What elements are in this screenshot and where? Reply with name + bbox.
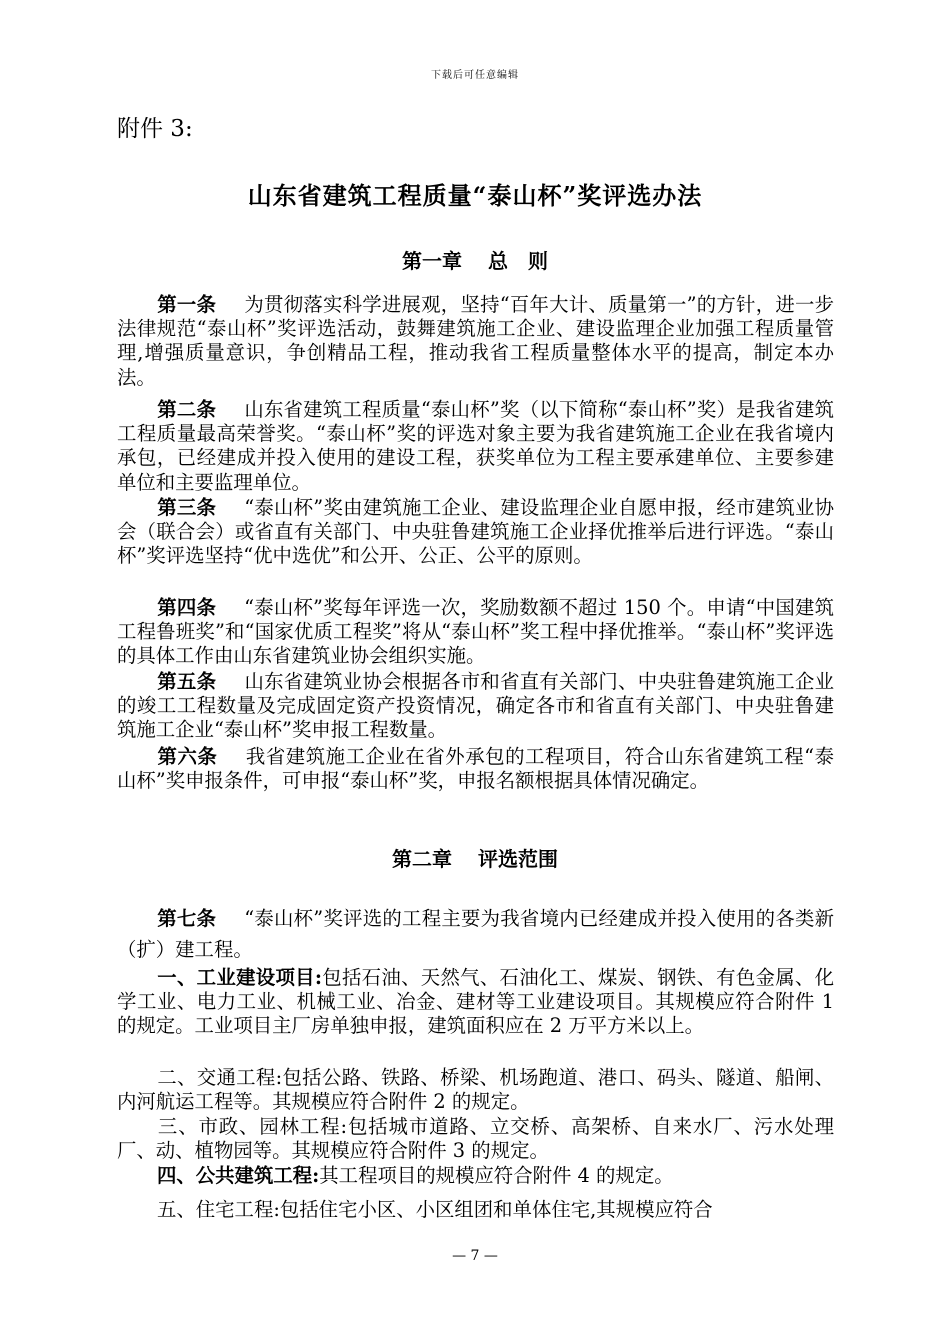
document-title: 山东省建筑工程质量“泰山杯”奖评选办法 [247,181,703,210]
article-5-label: 第五条 [157,670,217,693]
article-2 [117,398,834,495]
chapter-1-name: 总 则 [488,249,548,273]
article-4 [117,596,834,669]
item-residential [117,1198,834,1222]
article-2-text: 山东省建筑工程质量“泰山杯”奖（以下简称“泰山杯”奖）是我省建筑工程质量最高荣誉奖。“泰山杯”奖的评选对象主要为我省建筑施工企业在我省境内承包，已经建成并投入使用的建设工程，获奖单位为工程主要承建单位、主要参建单位和主要监理单位。 [117,398,835,494]
item-municipal-text: 包括城市道路、立交桥、高架桥、自来水厂、污水处理厂、动、植物园等。其规模应符合附件 3 的规定。 [117,1115,834,1163]
article-1-label: 第一条 [157,293,217,316]
article-6 [117,745,834,793]
chapter-1-heading [0,245,950,274]
article-4-text: “泰山杯”奖每年评选一次，奖励数额不超过 150 个。申请“中国建筑工程鲁班奖”和“国家优质工程奖”将从“泰山杯”奖工程中择优推举。“泰山杯”奖评选的具体工作由山东省建筑业协会组织实施。 [117,596,835,668]
item-transport-text: 包括公路、铁路、桥梁、机场跑道、港口、码头、隧道、船闸、内河航运工程等。其规模应符合附件 2 的规定。 [117,1066,834,1114]
article-7 [117,903,834,965]
item-public-building-label: 四、公共建筑工程: [157,1164,320,1187]
article-4-label: 第四条 [157,596,217,619]
chapter-1-number: 第一章 [402,249,462,273]
item-industrial-label: 一、工业建设项目: [157,966,322,989]
chapter-2-heading [0,843,950,872]
item-municipal [117,1115,834,1163]
article-1 [117,293,834,390]
item-industrial [117,966,834,1039]
article-6-label: 第六条 [157,745,218,768]
article-5 [117,670,834,743]
article-3 [117,496,834,569]
item-residential-label: 五、住宅工程: [157,1198,280,1221]
article-3-text: “泰山杯”奖由建筑施工企业、建设监理企业自愿申报，经市建筑业协会（联合会）或省直有关部门、中央驻鲁建筑施工企业择优推举后进行评选。“泰山杯”奖评选坚持“优中选优”和公开、公正、公平的原则。 [117,496,835,568]
attachment-label: 附件 3: [117,116,193,142]
item-industrial-text: 包括石油、天然气、石油化工、煤炭、钢铁、有色金属、化学工业、电力工业、机械工业、冶金、建材等工业建设项目。其规模应符合附件 1 的规定。工业项目主厂房单独申报，建筑面积应在 2 万平方米以上。 [117,966,834,1038]
chapter-2-name: 评选范围 [478,847,558,871]
item-public-building [117,1164,834,1188]
page-header: 下载后可任意编辑 [431,70,519,81]
chapter-2-number: 第二章 [392,847,452,871]
article-7-label: 第七条 [157,907,217,930]
item-transport [117,1066,834,1114]
item-public-building-text: 其工程项目的规模应符合附件 4 的规定。 [319,1164,674,1187]
article-5-text: 山东省建筑业协会根据各市和省直有关部门、中央驻鲁建筑施工企业的竣工工程数量及完成固定资产投资情况，确定各市和省直有关部门、中央驻鲁建筑施工企业“泰山杯”奖申报工程数量。 [117,670,835,742]
page-number: — 7 — [452,1248,498,1264]
article-2-label: 第二条 [157,398,217,421]
article-6-text: 我省建筑施工企业在省外承包的工程项目，符合山东省建筑工程“泰山杯”奖申报条件，可申报“泰山杯”奖，申报名额根据具体情况确定。 [117,745,834,793]
item-transport-label: 二、交通工程: [157,1066,283,1089]
article-3-label: 第三条 [157,496,217,519]
item-municipal-label: 三、市政、园林工程: [157,1115,348,1138]
article-1-text: 为贯彻落实科学进展观，坚持“百年大计、质量第一”的方针，进一步法律规范“泰山杯”奖评选活动，鼓舞建筑施工企业、建设监理企业加强工程质量管理,增强质量意识，争创精品工程，推动我省工程质量整体水平的提高，制定本办法。 [117,293,835,389]
article-7-text: “泰山杯”奖评选的工程主要为我省境内已经建成并投入使用的各类新（扩）建工程。 [117,907,835,961]
item-residential-text: 包括住宅小区、小区组团和单体住宅,其规模应符合 [279,1198,713,1221]
